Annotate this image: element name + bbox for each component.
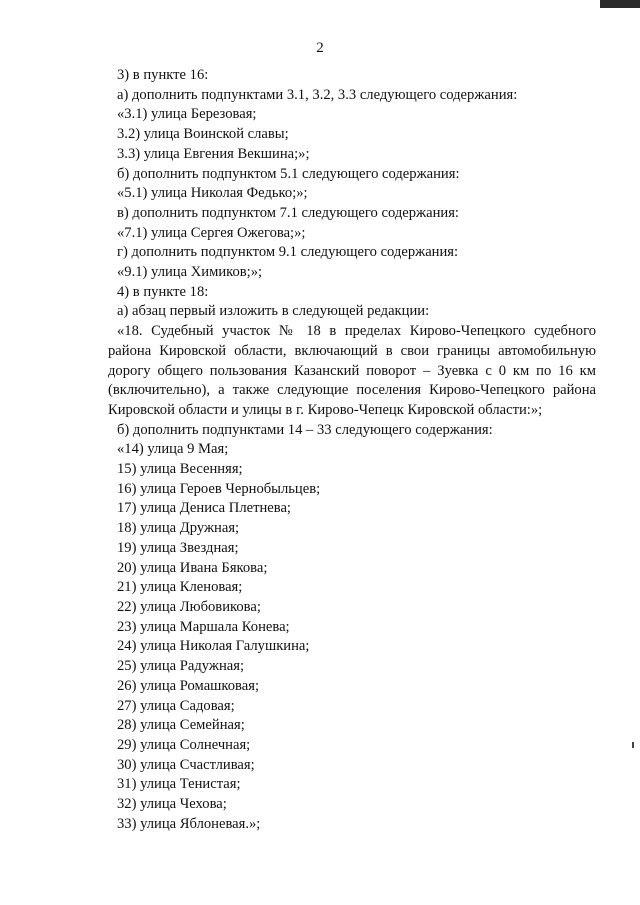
text-line: «5.1) улица Николая Федько;»; bbox=[117, 185, 308, 202]
list-item: 19) улица Звездная; bbox=[117, 539, 239, 556]
page-number: 2 bbox=[316, 40, 324, 56]
text-line: 4) в пункте 18: bbox=[117, 283, 209, 300]
text-line: «7.1) улица Сергея Ожегова;»; bbox=[117, 224, 306, 241]
list-item: 26) улица Ромашковая; bbox=[117, 677, 259, 694]
list-item: 18) улица Дружная; bbox=[117, 520, 240, 537]
document-body bbox=[108, 66, 596, 834]
list-item: 30) улица Счастливая; bbox=[117, 756, 255, 773]
amendment-list-before bbox=[117, 66, 596, 322]
text-line: в) дополнить подпунктом 7.1 следующего содержания: bbox=[117, 204, 459, 221]
paragraph-18-text: «18. Судебный участок № 18 в пределах Кирово-Чепецкого судебного района Кировской области, включающий в свои границы автомобильную дорогу общего пользования Казанский поворот – Зуевка с 0 км по 16 км (включительно), а также следующие поселения Кирово-Чепецкого района Кировской области и улицы в г. Кирово-Чепецк Кировской области:»; bbox=[108, 323, 596, 418]
scan-edge-mark bbox=[600, 0, 640, 8]
list-item: 31) улица Тенистая; bbox=[117, 776, 241, 793]
text-line: «9.1) улица Химиков;»; bbox=[117, 264, 263, 281]
text-line: б) дополнить подпунктами 14 – 33 следующего содержания: bbox=[117, 421, 493, 438]
list-item: 24) улица Николая Галушкина; bbox=[117, 638, 310, 655]
list-item: 33) улица Яблоневая.»; bbox=[117, 815, 261, 832]
list-item: 20) улица Ивана Бякова; bbox=[117, 559, 268, 576]
list-item: 17) улица Дениса Плетнева; bbox=[117, 500, 291, 517]
list-item: 25) улица Радужная; bbox=[117, 658, 245, 675]
text-line: б) дополнить подпунктом 5.1 следующего содержания: bbox=[117, 165, 460, 182]
list-item: 28) улица Семейная; bbox=[117, 717, 245, 734]
amendment-list-after bbox=[117, 421, 596, 835]
text-line: а) дополнить подпунктами 3.1, 3.2, 3.3 следующего содержания: bbox=[117, 86, 518, 103]
list-item: 23) улица Маршала Конева; bbox=[117, 618, 290, 635]
text-line: 3.3) улица Евгения Векшина;»; bbox=[117, 145, 310, 162]
text-line: 3) в пункте 16: bbox=[117, 67, 209, 83]
list-item: 15) улица Весенняя; bbox=[117, 461, 243, 478]
list-item: «14) улица 9 Мая; bbox=[117, 441, 229, 458]
list-item: 16) улица Героев Чернобыльцев; bbox=[117, 480, 321, 497]
text-line: 3.2) улица Воинской славы; bbox=[117, 126, 289, 143]
list-item: 32) улица Чехова; bbox=[117, 796, 227, 813]
list-item: 21) улица Кленовая; bbox=[117, 579, 243, 596]
text-line: «3.1) улица Березовая; bbox=[117, 106, 257, 123]
list-item: 22) улица Любовикова; bbox=[117, 598, 261, 615]
list-item: 27) улица Садовая; bbox=[117, 697, 235, 714]
text-line: а) абзац первый изложить в следующей редакции: bbox=[117, 303, 430, 320]
list-item: 29) улица Солнечная; bbox=[117, 736, 251, 753]
scan-speck bbox=[632, 742, 634, 748]
text-line: г) дополнить подпунктом 9.1 следующего содержания: bbox=[117, 244, 459, 261]
